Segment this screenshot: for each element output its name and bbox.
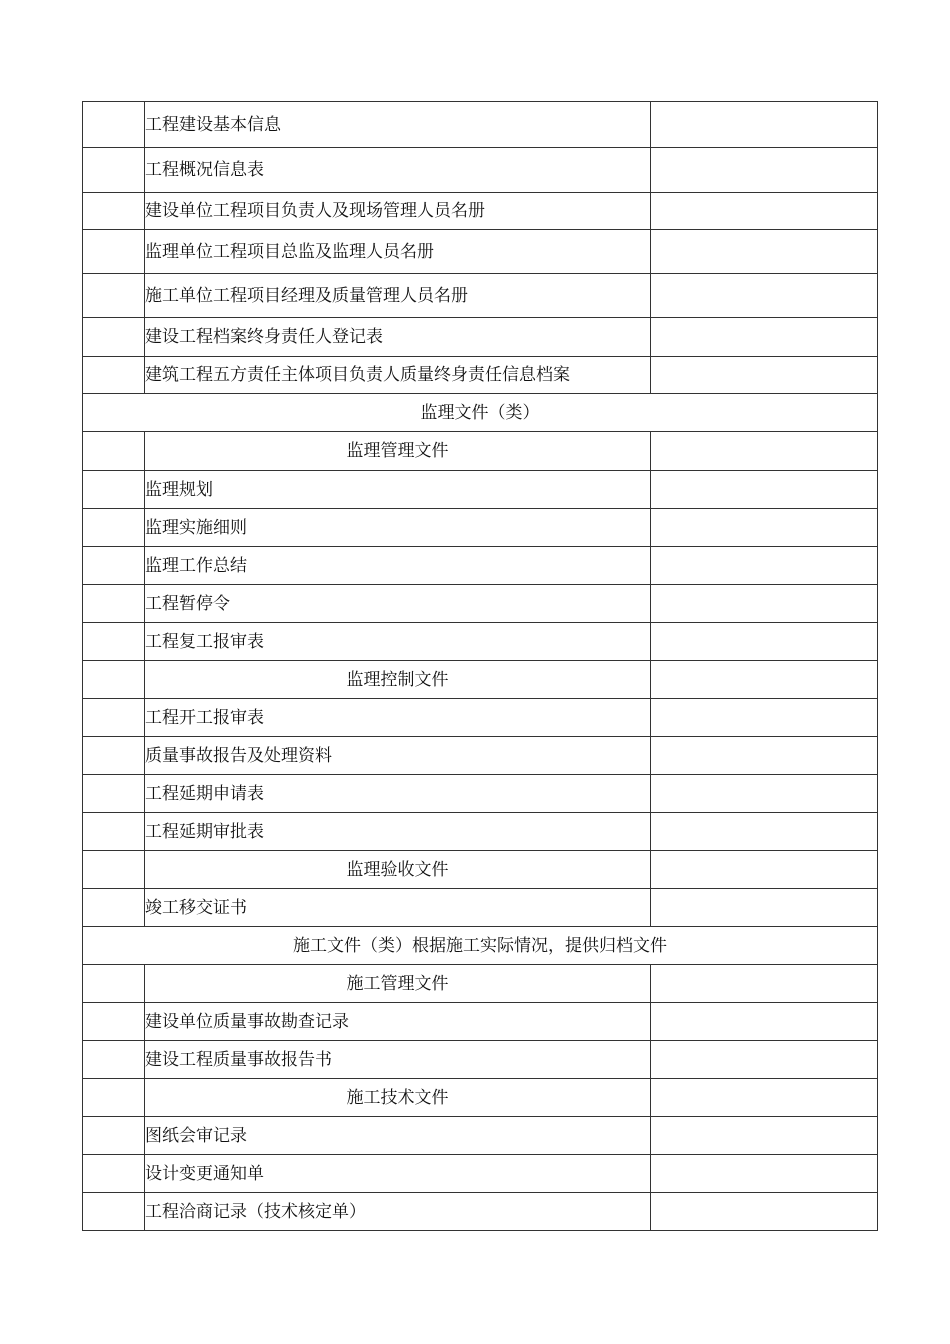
remark-cell [651,737,878,775]
file-name-cell: 建筑工程五方责任主体项目负责人质量终身责任信息档案 [145,357,651,394]
table-row [83,775,878,813]
table-row [83,585,878,623]
group-title: 监理管理文件 [145,432,651,471]
number-cell [83,889,145,927]
table-row [83,1193,878,1231]
number-cell [83,737,145,775]
group-header-row [83,965,878,1003]
table-row [83,230,878,274]
table-row [83,1041,878,1079]
file-name-cell: 监理实施细则 [145,509,651,547]
file-name-cell: 工程概况信息表 [145,148,651,193]
file-name-cell: 工程洽商记录（技术核定单） [145,1193,651,1231]
remark-cell [651,318,878,357]
group-header-row [83,432,878,471]
group-header-row [83,661,878,699]
number-cell [83,193,145,230]
table-row [83,274,878,318]
number-cell [83,357,145,394]
remark-cell [651,699,878,737]
table-row [83,357,878,394]
remark-cell [651,274,878,318]
file-name-cell: 监理规划 [145,471,651,509]
remark-cell [651,230,878,274]
file-name-cell: 工程开工报审表 [145,699,651,737]
remark-cell [651,357,878,394]
table-row [83,547,878,585]
number-cell [83,661,145,699]
file-name-cell: 建设工程档案终身责任人登记表 [145,318,651,357]
archive-file-table [82,101,878,1231]
remark-cell [651,1117,878,1155]
number-cell [83,851,145,889]
remark-cell [651,851,878,889]
remark-cell [651,585,878,623]
remark-cell [651,813,878,851]
category-row [83,927,878,965]
group-title: 监理验收文件 [145,851,651,889]
file-name-cell: 图纸会审记录 [145,1117,651,1155]
remark-cell [651,102,878,148]
group-title: 施工技术文件 [145,1079,651,1117]
number-cell [83,432,145,471]
remark-cell [651,889,878,927]
file-name-cell: 建设单位质量事故勘查记录 [145,1003,651,1041]
file-name-cell: 工程建设基本信息 [145,102,651,148]
number-cell [83,1079,145,1117]
number-cell [83,623,145,661]
table-row [83,509,878,547]
table-row [83,1117,878,1155]
number-cell [83,509,145,547]
file-name-cell: 质量事故报告及处理资料 [145,737,651,775]
number-cell [83,965,145,1003]
group-header-row [83,1079,878,1117]
table-row [83,1003,878,1041]
number-cell [83,585,145,623]
remark-cell [651,623,878,661]
file-name-cell: 工程延期申请表 [145,775,651,813]
file-name-cell: 工程暂停令 [145,585,651,623]
number-cell [83,813,145,851]
file-name-cell: 施工单位工程项目经理及质量管理人员名册 [145,274,651,318]
table-row [83,813,878,851]
group-header-row [83,851,878,889]
remark-cell [651,965,878,1003]
number-cell [83,148,145,193]
group-title: 监理控制文件 [145,661,651,699]
file-name-cell: 设计变更通知单 [145,1155,651,1193]
table-row [83,471,878,509]
file-name-cell: 工程延期审批表 [145,813,651,851]
remark-cell [651,547,878,585]
number-cell [83,318,145,357]
remark-cell [651,471,878,509]
category-title: 监理文件（类） [83,394,878,432]
file-name-cell: 竣工移交证书 [145,889,651,927]
number-cell [83,1041,145,1079]
group-title: 施工管理文件 [145,965,651,1003]
remark-cell [651,775,878,813]
table-row [83,737,878,775]
category-title: 施工文件（类）根据施工实际情况，提供归档文件 [83,927,878,965]
number-cell [83,274,145,318]
remark-cell [651,1041,878,1079]
table-row [83,193,878,230]
number-cell [83,1117,145,1155]
remark-cell [651,1079,878,1117]
remark-cell [651,148,878,193]
remark-cell [651,1003,878,1041]
number-cell [83,230,145,274]
table-row [83,102,878,148]
file-name-cell: 建设单位工程项目负责人及现场管理人员名册 [145,193,651,230]
file-name-cell: 工程复工报审表 [145,623,651,661]
file-name-cell: 监理单位工程项目总监及监理人员名册 [145,230,651,274]
table-row [83,623,878,661]
remark-cell [651,661,878,699]
table-row [83,1155,878,1193]
archive-table-body [83,102,878,1231]
remark-cell [651,1193,878,1231]
category-row [83,394,878,432]
number-cell [83,102,145,148]
number-cell [83,547,145,585]
remark-cell [651,1155,878,1193]
number-cell [83,775,145,813]
remark-cell [651,193,878,230]
number-cell [83,1155,145,1193]
table-row [83,148,878,193]
number-cell [83,1193,145,1231]
number-cell [83,699,145,737]
table-row [83,699,878,737]
number-cell [83,471,145,509]
table-row [83,318,878,357]
remark-cell [651,432,878,471]
table-row [83,889,878,927]
file-name-cell: 监理工作总结 [145,547,651,585]
remark-cell [651,509,878,547]
file-name-cell: 建设工程质量事故报告书 [145,1041,651,1079]
number-cell [83,1003,145,1041]
